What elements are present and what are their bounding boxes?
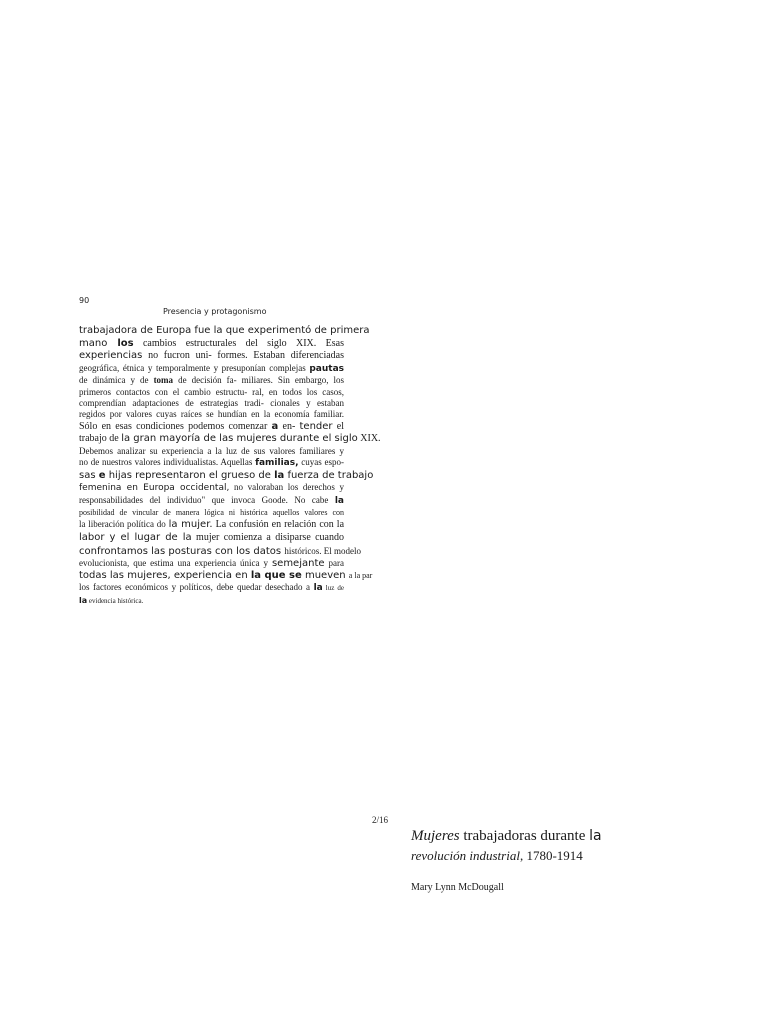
text-run: no de nuestros valores individualistas. Aquellas: [79, 457, 256, 468]
author-name: Mary Lynn McDougall: [411, 882, 504, 893]
text-run: mujer comienza a disiparse cuando: [191, 532, 344, 544]
text-line: [79, 350, 344, 363]
text-run: los: [117, 337, 134, 349]
text-line: [79, 457, 344, 469]
text-line: [79, 363, 344, 375]
text-run: la: [79, 595, 88, 605]
text-run: femenina en Europa occidental,: [79, 483, 230, 494]
text-run: la liberación política do: [79, 519, 169, 530]
subtitle-italic: revolución industrial: [411, 848, 520, 863]
text-line: [79, 545, 362, 559]
text-line: [79, 482, 344, 494]
text-run: La confusión: [212, 519, 272, 531]
text-line: [79, 558, 344, 569]
text-line: [79, 433, 381, 446]
text-run: para: [324, 558, 344, 569]
text-run: de dinámica y de: [79, 375, 154, 386]
text-run: mueven: [301, 569, 349, 581]
text-run: de decisión fa- miliares. Sin embargo, los: [173, 375, 344, 386]
text-run: Sólo en esas condiciones podemos comenzar: [79, 420, 272, 432]
text-run: el: [332, 420, 344, 432]
text-line: [79, 338, 344, 351]
text-run: cambios estructurales del siglo XIX. Esas: [133, 337, 344, 349]
text-run: trabajadora de Europa fue la que experimentó de primera: [79, 325, 370, 336]
text-run: a: [271, 420, 279, 432]
book-title: [411, 826, 751, 846]
text-run: fuerza de trabajo: [284, 469, 374, 481]
text-line: [79, 325, 370, 338]
text-run: no valoraban los derechos y: [229, 482, 344, 493]
text-run: históricos. El modelo: [284, 545, 362, 556]
text-run: labor y el lugar de la: [79, 532, 192, 544]
page-number: 90: [79, 296, 90, 305]
text-line: [79, 375, 344, 386]
text-line: [79, 518, 344, 532]
text-run: luz de: [322, 584, 344, 593]
text-run: hijas representaron el grueso de: [105, 469, 275, 481]
text-run: toma: [153, 375, 174, 386]
text-run: todas las mujeres, experiencia en: [79, 569, 251, 581]
text-run: confrontamos las posturas: [79, 545, 212, 557]
text-run: regidos por valores cuyas raíces se hundían en la economía familiar.: [79, 409, 344, 420]
text-run: con los datos: [211, 545, 285, 557]
text-line: [79, 469, 374, 483]
text-run: tender: [299, 420, 333, 432]
text-run: a la par: [348, 570, 373, 580]
title-text: trabajadoras durante: [459, 828, 590, 844]
text-run: los factores económicos y políticos, debe quedar desechado a: [79, 582, 314, 593]
text-line: [79, 595, 344, 607]
text-run: responsabilidades del individuo" que invoca Goode. No cabe: [79, 494, 335, 505]
book-subtitle: [411, 847, 751, 865]
text-run: la que se: [250, 569, 302, 581]
text-run: la gran mayoría de las mujeres durante el siglo: [121, 433, 358, 445]
text-run: posibilidad de vincular de manera lógica ni histórica aquellos valores con: [79, 508, 344, 518]
text-run: sas: [79, 469, 99, 481]
text-run: familias,: [255, 458, 299, 469]
text-line: [79, 507, 344, 518]
text-run: la: [313, 583, 323, 594]
text-run: trabajo de: [79, 433, 122, 445]
body-paragraph: [79, 325, 381, 607]
title-italic: Mujeres: [411, 828, 460, 844]
text-run: Debemos analizar su experiencia a la luz de sus valores familiares y: [79, 446, 344, 456]
running-head: Presencia y protagonismo: [163, 307, 267, 316]
title-text: la: [589, 828, 602, 844]
text-run: experiencias: [79, 350, 143, 362]
text-run: geográfica, étnica y temporalmente y presuponían complejas: [79, 362, 310, 373]
text-run: la mujer.: [168, 519, 213, 531]
text-run: comprendían adaptaciones de estrategias tradi- cionales y estaban: [79, 398, 344, 408]
text-line: [79, 409, 344, 420]
page-counter: 2/16: [372, 815, 389, 825]
text-run: semejante: [271, 558, 325, 570]
text-line: [79, 446, 344, 457]
text-run: la: [334, 495, 344, 506]
text-run: cuyas espo-: [298, 457, 344, 468]
text-line: [79, 569, 373, 583]
text-run: e: [98, 469, 106, 481]
text-line: [79, 532, 344, 545]
text-run: XIX.: [357, 433, 381, 445]
text-run: primeros contactos con el cambio estructu- ral, en todos los casos,: [79, 386, 344, 397]
text-run: mano: [79, 337, 118, 349]
text-run: evolucionista, que estima una experiencia única y: [79, 558, 272, 569]
text-run: no fucron uni- formes. Estaban diferenciadas: [142, 350, 344, 362]
text-run: pautas: [309, 363, 344, 374]
text-run: evidencia histórica.: [87, 596, 144, 605]
text-line: [79, 582, 344, 594]
text-run: en relación con la: [271, 519, 345, 531]
text-line: [79, 421, 344, 434]
text-line: [79, 495, 344, 507]
text-line: [79, 398, 344, 409]
text-line: [79, 387, 344, 398]
text-run: en-: [278, 420, 300, 432]
text-run: la: [274, 469, 285, 481]
subtitle-text: , 1780-1914: [519, 848, 583, 863]
